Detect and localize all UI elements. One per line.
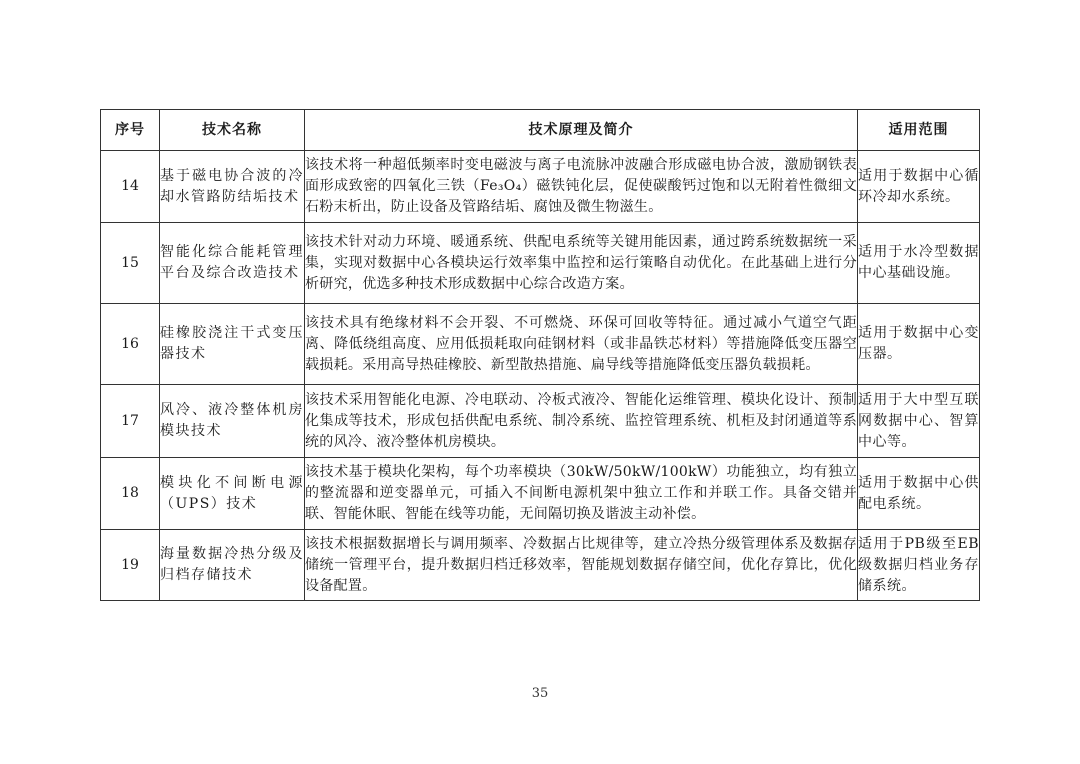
row-serial-number: 14 — [101, 151, 160, 223]
header-serial-number: 序号 — [101, 110, 160, 151]
row-technology-name: 智能化综合能耗管理平台及综合改造技术 — [160, 223, 305, 304]
table-row — [101, 223, 980, 304]
table-row — [101, 151, 980, 223]
row-application-scope: 适用于数据中心供配电系统。 — [858, 458, 980, 530]
row-technology-principle: 该技术将一种超低频率时变电磁波与离子电流脉冲波融合形成磁电协合波，激励钢铁表面形成致密的四氧化三铁（Fe₃O₄）磁铁钝化层，促使碳酸钙过饱和以无附着性微细文石粉末析出，防止设备及管路结垢、腐蚀及微生物滋生。 — [305, 151, 858, 223]
table-row — [101, 458, 980, 530]
row-technology-principle: 该技术基于模块化架构，每个功率模块（30kW/50kW/100kW）功能独立，均有独立的整流器和逆变器单元，可插入不间断电源机架中独立工作和并联工作。具备交错并联、智能休眠、智能在线等功能，无间隔切换及谐波主动补偿。 — [305, 458, 858, 530]
row-serial-number: 19 — [101, 530, 160, 601]
table-row — [101, 304, 980, 385]
row-application-scope: 适用于水冷型数据中心基础设施。 — [858, 223, 980, 304]
row-technology-principle: 该技术采用智能化电源、冷电联动、冷板式液冷、智能化运维管理、模块化设计、预制化集成等技术，形成包括供配电系统、制冷系统、监控管理系统、机柜及封闭通道等系统的风冷、液冷整体机房模块。 — [305, 385, 858, 458]
header-technology-name: 技术名称 — [160, 110, 305, 151]
row-application-scope: 适用于数据中心变压器。 — [858, 304, 980, 385]
row-technology-name: 基于磁电协合波的冷却水管路防结垢技术 — [160, 151, 305, 223]
header-application-scope: 适用范围 — [858, 110, 980, 151]
table-row — [101, 530, 980, 601]
row-application-scope: 适用于PB级至EB级数据归档业务存储系统。 — [858, 530, 980, 601]
row-serial-number: 16 — [101, 304, 160, 385]
row-technology-name: 硅橡胶浇注干式变压器技术 — [160, 304, 305, 385]
table-header-row — [101, 110, 980, 151]
technology-table — [100, 109, 980, 601]
row-technology-name: 模块化不间断电源（UPS）技术 — [160, 458, 305, 530]
row-technology-principle: 该技术针对动力环境、暖通系统、供配电系统等关键用能因素，通过跨系统数据统一采集，实现对数据中心各模块运行效率集中监控和运行策略自动优化。在此基础上进行分析研究，优选多种技术形成数据中心综合改造方案。 — [305, 223, 858, 304]
table-row — [101, 385, 980, 458]
row-technology-principle: 该技术具有绝缘材料不会开裂、不可燃烧、环保可回收等特征。通过减小气道空气距离、降低绕组高度、应用低损耗取向硅钢材料（或非晶铁芯材料）等措施降低变压器空载损耗。采用高导热硅橡胶、新型散热措施、扁导线等措施降低变压器负载损耗。 — [305, 304, 858, 385]
row-technology-principle: 该技术根据数据增长与调用频率、冷数据占比规律等，建立冷热分级管理体系及数据存储统一管理平台，提升数据归档迁移效率，智能规划数据存储空间，优化存算比，优化设备配置。 — [305, 530, 858, 601]
header-technology-principle: 技术原理及简介 — [305, 110, 858, 151]
row-application-scope: 适用于大中型互联网数据中心、智算中心等。 — [858, 385, 980, 458]
row-serial-number: 17 — [101, 385, 160, 458]
row-serial-number: 18 — [101, 458, 160, 530]
row-serial-number: 15 — [101, 223, 160, 304]
row-technology-name: 风冷、液冷整体机房模块技术 — [160, 385, 305, 458]
page-number: 35 — [531, 686, 549, 701]
row-application-scope: 适用于数据中心循环冷却水系统。 — [858, 151, 980, 223]
row-technology-name: 海量数据冷热分级及归档存储技术 — [160, 530, 305, 601]
